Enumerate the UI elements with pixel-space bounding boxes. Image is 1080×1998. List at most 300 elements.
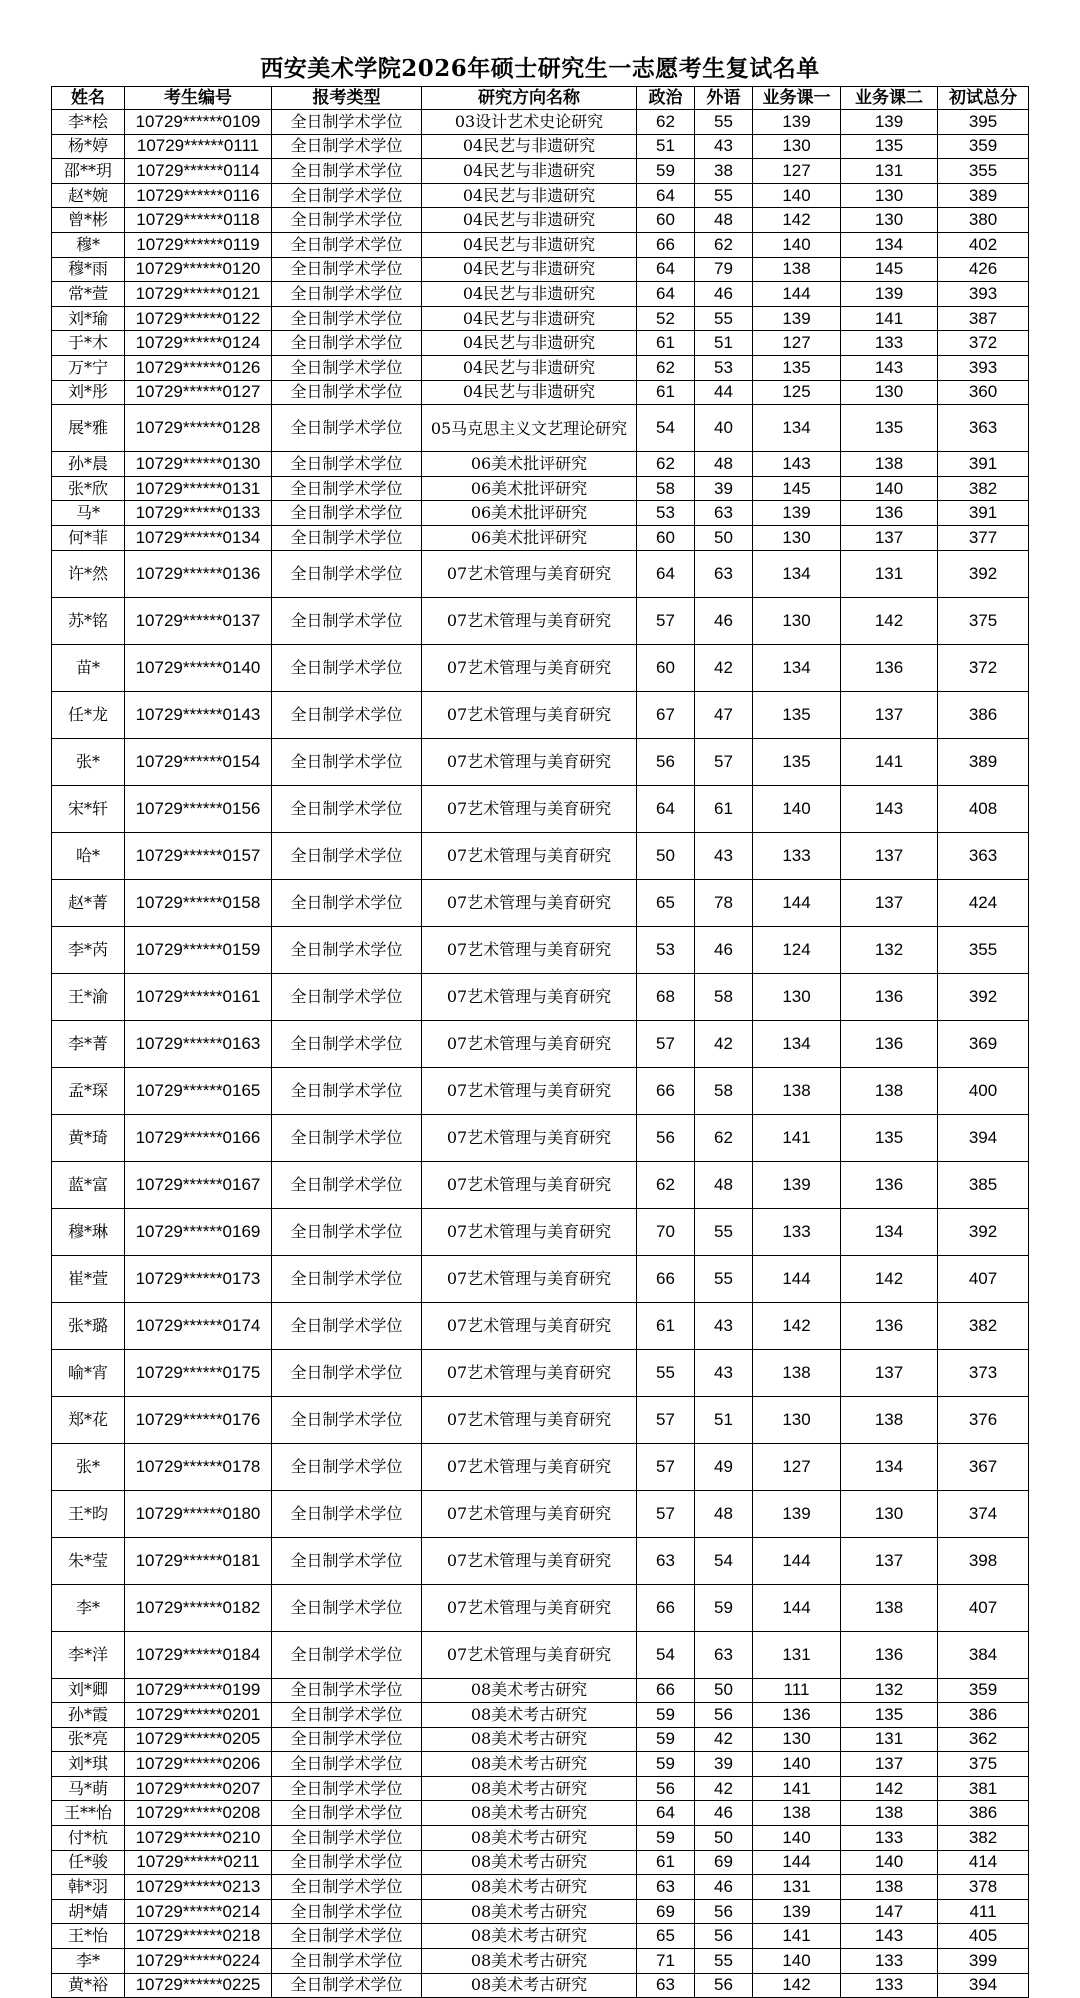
cell-politics: 66 <box>637 232 695 257</box>
cell-apply-type: 全日制学术学位 <box>272 501 422 526</box>
cell-foreign-language: 48 <box>695 1490 753 1537</box>
cell-course-2: 130 <box>841 380 938 405</box>
cell-foreign-language: 50 <box>695 1678 753 1703</box>
cell-exam-id: 10729******0224 <box>125 1949 272 1974</box>
cell-course-1: 124 <box>753 926 841 973</box>
table-row <box>52 1208 1029 1255</box>
cell-research-direction: 08美术考古研究 <box>422 1678 637 1703</box>
cell-politics: 59 <box>637 159 695 184</box>
cell-course-2: 132 <box>841 1678 938 1703</box>
table-row <box>52 257 1029 282</box>
cell-exam-id: 10729******0201 <box>125 1703 272 1728</box>
cell-total-score: 393 <box>938 282 1029 307</box>
cell-exam-id: 10729******0173 <box>125 1255 272 1302</box>
cell-course-1: 144 <box>753 1850 841 1875</box>
cell-total-score: 411 <box>938 1899 1029 1924</box>
cell-politics: 64 <box>637 183 695 208</box>
table-row <box>52 380 1029 405</box>
cell-name: 李* <box>52 1949 125 1974</box>
cell-name: 王**怡 <box>52 1801 125 1826</box>
cell-exam-id: 10729******0174 <box>125 1302 272 1349</box>
cell-name: 任*骏 <box>52 1850 125 1875</box>
table-row <box>52 691 1029 738</box>
cell-foreign-language: 59 <box>695 1584 753 1631</box>
cell-total-score: 362 <box>938 1727 1029 1752</box>
cell-exam-id: 10729******0182 <box>125 1584 272 1631</box>
header-foreign-language: 外语 <box>695 87 753 110</box>
cell-politics: 54 <box>637 1631 695 1678</box>
cell-name: 马* <box>52 501 125 526</box>
header-course-1: 业务课一 <box>753 87 841 110</box>
cell-name: 任*龙 <box>52 691 125 738</box>
cell-course-2: 145 <box>841 257 938 282</box>
cell-politics: 64 <box>637 282 695 307</box>
cell-total-score: 382 <box>938 1302 1029 1349</box>
cell-course-2: 131 <box>841 1727 938 1752</box>
cell-name: 孙*晨 <box>52 452 125 477</box>
cell-name: 黄*裕 <box>52 1973 125 1998</box>
cell-politics: 65 <box>637 1924 695 1949</box>
header-apply-type: 报考类型 <box>272 87 422 110</box>
cell-name: 常*萱 <box>52 282 125 307</box>
cell-research-direction: 04民艺与非遗研究 <box>422 134 637 159</box>
cell-course-1: 144 <box>753 1584 841 1631</box>
cell-politics: 62 <box>637 452 695 477</box>
cell-politics: 60 <box>637 525 695 550</box>
cell-politics: 53 <box>637 926 695 973</box>
cell-foreign-language: 56 <box>695 1924 753 1949</box>
cell-course-1: 130 <box>753 973 841 1020</box>
cell-course-2: 142 <box>841 1776 938 1801</box>
cell-name: 穆*雨 <box>52 257 125 282</box>
cell-apply-type: 全日制学术学位 <box>272 1537 422 1584</box>
cell-politics: 55 <box>637 1349 695 1396</box>
cell-name: 张*亮 <box>52 1727 125 1752</box>
cell-total-score: 394 <box>938 1114 1029 1161</box>
cell-name: 邵**玥 <box>52 159 125 184</box>
cell-apply-type: 全日制学术学位 <box>272 1208 422 1255</box>
cell-course-2: 138 <box>841 1396 938 1443</box>
cell-name: 苗* <box>52 644 125 691</box>
cell-course-2: 138 <box>841 1875 938 1900</box>
cell-apply-type: 全日制学术学位 <box>272 110 422 135</box>
table-row <box>52 1396 1029 1443</box>
cell-name: 于*木 <box>52 331 125 356</box>
cell-course-1: 140 <box>753 1826 841 1851</box>
cell-apply-type: 全日制学术学位 <box>272 405 422 452</box>
cell-name: 万*宁 <box>52 355 125 380</box>
table-row <box>52 738 1029 785</box>
cell-total-score: 363 <box>938 405 1029 452</box>
cell-research-direction: 08美术考古研究 <box>422 1875 637 1900</box>
cell-foreign-language: 46 <box>695 1875 753 1900</box>
cell-total-score: 392 <box>938 973 1029 1020</box>
cell-politics: 61 <box>637 1302 695 1349</box>
cell-foreign-language: 79 <box>695 257 753 282</box>
cell-name: 穆* <box>52 232 125 257</box>
cell-course-1: 140 <box>753 183 841 208</box>
cell-politics: 61 <box>637 331 695 356</box>
cell-exam-id: 10729******0121 <box>125 282 272 307</box>
cell-apply-type: 全日制学术学位 <box>272 159 422 184</box>
cell-research-direction: 07艺术管理与美育研究 <box>422 691 637 738</box>
table-row <box>52 405 1029 452</box>
cell-apply-type: 全日制学术学位 <box>272 525 422 550</box>
cell-exam-id: 10729******0120 <box>125 257 272 282</box>
cell-research-direction: 06美术批评研究 <box>422 476 637 501</box>
cell-course-2: 139 <box>841 110 938 135</box>
cell-name: 孟*琛 <box>52 1067 125 1114</box>
cell-exam-id: 10729******0180 <box>125 1490 272 1537</box>
cell-course-1: 125 <box>753 380 841 405</box>
cell-research-direction: 04民艺与非遗研究 <box>422 282 637 307</box>
cell-research-direction: 08美术考古研究 <box>422 1826 637 1851</box>
cell-politics: 59 <box>637 1826 695 1851</box>
cell-foreign-language: 46 <box>695 926 753 973</box>
cell-politics: 70 <box>637 1208 695 1255</box>
cell-foreign-language: 48 <box>695 208 753 233</box>
cell-exam-id: 10729******0157 <box>125 832 272 879</box>
cell-apply-type: 全日制学术学位 <box>272 1899 422 1924</box>
cell-apply-type: 全日制学术学位 <box>272 644 422 691</box>
cell-politics: 54 <box>637 405 695 452</box>
cell-research-direction: 07艺术管理与美育研究 <box>422 1114 637 1161</box>
cell-foreign-language: 55 <box>695 306 753 331</box>
cell-exam-id: 10729******0114 <box>125 159 272 184</box>
cell-name: 崔*萱 <box>52 1255 125 1302</box>
cell-foreign-language: 46 <box>695 282 753 307</box>
cell-course-2: 147 <box>841 1899 938 1924</box>
cell-politics: 56 <box>637 1776 695 1801</box>
table-row <box>52 1703 1029 1728</box>
cell-exam-id: 10729******0111 <box>125 134 272 159</box>
cell-course-2: 136 <box>841 644 938 691</box>
cell-total-score: 359 <box>938 1678 1029 1703</box>
cell-course-2: 136 <box>841 1631 938 1678</box>
cell-course-1: 140 <box>753 1752 841 1777</box>
cell-name: 韩*羽 <box>52 1875 125 1900</box>
cell-course-1: 130 <box>753 134 841 159</box>
cell-total-score: 355 <box>938 159 1029 184</box>
cell-course-2: 135 <box>841 1703 938 1728</box>
cell-apply-type: 全日制学术学位 <box>272 973 422 1020</box>
cell-exam-id: 10729******0178 <box>125 1443 272 1490</box>
cell-foreign-language: 56 <box>695 1973 753 1998</box>
cell-course-1: 134 <box>753 644 841 691</box>
cell-course-1: 142 <box>753 1302 841 1349</box>
cell-name: 刘*彤 <box>52 380 125 405</box>
cell-total-score: 377 <box>938 525 1029 550</box>
cell-name: 李*桧 <box>52 110 125 135</box>
cell-name: 李*菁 <box>52 1020 125 1067</box>
cell-apply-type: 全日制学术学位 <box>272 1924 422 1949</box>
cell-exam-id: 10729******0119 <box>125 232 272 257</box>
cell-course-2: 136 <box>841 1020 938 1067</box>
cell-course-1: 145 <box>753 476 841 501</box>
cell-course-2: 137 <box>841 691 938 738</box>
cell-course-2: 135 <box>841 1114 938 1161</box>
cell-total-score: 382 <box>938 1826 1029 1851</box>
cell-research-direction: 06美术批评研究 <box>422 452 637 477</box>
cell-course-1: 130 <box>753 1396 841 1443</box>
cell-apply-type: 全日制学术学位 <box>272 1826 422 1851</box>
cell-total-score: 382 <box>938 476 1029 501</box>
cell-research-direction: 04民艺与非遗研究 <box>422 208 637 233</box>
table-row <box>52 1020 1029 1067</box>
cell-course-1: 140 <box>753 785 841 832</box>
table-row <box>52 1973 1029 1998</box>
cell-course-2: 137 <box>841 1752 938 1777</box>
cell-total-score: 424 <box>938 879 1029 926</box>
cell-apply-type: 全日制学术学位 <box>272 1752 422 1777</box>
cell-apply-type: 全日制学术学位 <box>272 183 422 208</box>
cell-course-1: 142 <box>753 208 841 233</box>
cell-foreign-language: 62 <box>695 232 753 257</box>
cell-research-direction: 08美术考古研究 <box>422 1801 637 1826</box>
cell-course-1: 135 <box>753 355 841 380</box>
cell-exam-id: 10729******0199 <box>125 1678 272 1703</box>
table-row <box>52 1255 1029 1302</box>
cell-apply-type: 全日制学术学位 <box>272 134 422 159</box>
cell-name: 刘*卿 <box>52 1678 125 1703</box>
cell-foreign-language: 42 <box>695 1776 753 1801</box>
cell-foreign-language: 40 <box>695 405 753 452</box>
cell-politics: 57 <box>637 1490 695 1537</box>
cell-foreign-language: 39 <box>695 476 753 501</box>
cell-name: 李*洋 <box>52 1631 125 1678</box>
cell-foreign-language: 55 <box>695 1255 753 1302</box>
cell-politics: 71 <box>637 1949 695 1974</box>
cell-total-score: 407 <box>938 1255 1029 1302</box>
cell-course-1: 133 <box>753 832 841 879</box>
table-row <box>52 1850 1029 1875</box>
cell-foreign-language: 50 <box>695 525 753 550</box>
cell-research-direction: 07艺术管理与美育研究 <box>422 1443 637 1490</box>
cell-apply-type: 全日制学术学位 <box>272 1067 422 1114</box>
cell-politics: 69 <box>637 1899 695 1924</box>
cell-politics: 50 <box>637 832 695 879</box>
cell-research-direction: 08美术考古研究 <box>422 1924 637 1949</box>
cell-exam-id: 10729******0118 <box>125 208 272 233</box>
cell-apply-type: 全日制学术学位 <box>272 1703 422 1728</box>
cell-apply-type: 全日制学术学位 <box>272 1584 422 1631</box>
cell-politics: 57 <box>637 1443 695 1490</box>
table-row <box>52 282 1029 307</box>
table-row <box>52 183 1029 208</box>
cell-research-direction: 07艺术管理与美育研究 <box>422 738 637 785</box>
table-row <box>52 110 1029 135</box>
cell-exam-id: 10729******0213 <box>125 1875 272 1900</box>
cell-foreign-language: 55 <box>695 110 753 135</box>
cell-exam-id: 10729******0109 <box>125 110 272 135</box>
cell-politics: 64 <box>637 550 695 597</box>
cell-foreign-language: 49 <box>695 1443 753 1490</box>
cell-exam-id: 10729******0175 <box>125 1349 272 1396</box>
cell-total-score: 355 <box>938 926 1029 973</box>
cell-course-1: 111 <box>753 1678 841 1703</box>
cell-course-1: 144 <box>753 879 841 926</box>
cell-course-1: 135 <box>753 691 841 738</box>
cell-course-2: 143 <box>841 1924 938 1949</box>
cell-course-2: 133 <box>841 1826 938 1851</box>
cell-politics: 65 <box>637 879 695 926</box>
cell-apply-type: 全日制学术学位 <box>272 1678 422 1703</box>
cell-course-1: 144 <box>753 282 841 307</box>
cell-research-direction: 04民艺与非遗研究 <box>422 355 637 380</box>
cell-course-1: 139 <box>753 1161 841 1208</box>
cell-apply-type: 全日制学术学位 <box>272 1801 422 1826</box>
cell-course-2: 143 <box>841 785 938 832</box>
cell-research-direction: 07艺术管理与美育研究 <box>422 879 637 926</box>
cell-foreign-language: 43 <box>695 134 753 159</box>
cell-name: 喻*宵 <box>52 1349 125 1396</box>
cell-research-direction: 07艺术管理与美育研究 <box>422 1208 637 1255</box>
cell-total-score: 381 <box>938 1776 1029 1801</box>
cell-course-1: 141 <box>753 1114 841 1161</box>
cell-politics: 63 <box>637 1875 695 1900</box>
cell-politics: 59 <box>637 1752 695 1777</box>
cell-course-2: 136 <box>841 1161 938 1208</box>
cell-apply-type: 全日制学术学位 <box>272 879 422 926</box>
cell-exam-id: 10729******0158 <box>125 879 272 926</box>
cell-research-direction: 06美术批评研究 <box>422 501 637 526</box>
cell-politics: 67 <box>637 691 695 738</box>
cell-research-direction: 04民艺与非遗研究 <box>422 331 637 356</box>
cell-course-1: 135 <box>753 738 841 785</box>
candidate-table <box>51 86 1029 1998</box>
cell-name: 展*雅 <box>52 405 125 452</box>
cell-course-2: 142 <box>841 1255 938 1302</box>
cell-foreign-language: 62 <box>695 1114 753 1161</box>
cell-total-score: 405 <box>938 1924 1029 1949</box>
cell-course-2: 133 <box>841 1973 938 1998</box>
cell-name: 赵*菁 <box>52 879 125 926</box>
cell-exam-id: 10729******0116 <box>125 183 272 208</box>
cell-research-direction: 07艺术管理与美育研究 <box>422 1302 637 1349</box>
cell-total-score: 391 <box>938 501 1029 526</box>
cell-foreign-language: 42 <box>695 1020 753 1067</box>
cell-course-2: 137 <box>841 1537 938 1584</box>
table-row <box>52 1776 1029 1801</box>
cell-research-direction: 07艺术管理与美育研究 <box>422 1161 637 1208</box>
cell-total-score: 398 <box>938 1537 1029 1584</box>
cell-politics: 62 <box>637 1161 695 1208</box>
cell-course-2: 143 <box>841 355 938 380</box>
cell-name: 刘*瑜 <box>52 306 125 331</box>
table-row <box>52 1899 1029 1924</box>
cell-apply-type: 全日制学术学位 <box>272 1443 422 1490</box>
cell-name: 朱*莹 <box>52 1537 125 1584</box>
cell-exam-id: 10729******0137 <box>125 597 272 644</box>
cell-apply-type: 全日制学术学位 <box>272 1020 422 1067</box>
cell-course-2: 137 <box>841 879 938 926</box>
cell-research-direction: 07艺术管理与美育研究 <box>422 644 637 691</box>
cell-foreign-language: 46 <box>695 597 753 644</box>
table-body <box>52 110 1029 1998</box>
cell-politics: 51 <box>637 134 695 159</box>
cell-foreign-language: 47 <box>695 691 753 738</box>
cell-name: 许*然 <box>52 550 125 597</box>
cell-politics: 66 <box>637 1584 695 1631</box>
cell-research-direction: 04民艺与非遗研究 <box>422 257 637 282</box>
cell-research-direction: 08美术考古研究 <box>422 1703 637 1728</box>
table-row <box>52 355 1029 380</box>
cell-name: 穆*琳 <box>52 1208 125 1255</box>
cell-name: 杨*婷 <box>52 134 125 159</box>
cell-research-direction: 04民艺与非遗研究 <box>422 380 637 405</box>
cell-exam-id: 10729******0124 <box>125 331 272 356</box>
cell-total-score: 402 <box>938 232 1029 257</box>
cell-foreign-language: 63 <box>695 1631 753 1678</box>
table-row <box>52 501 1029 526</box>
cell-research-direction: 04民艺与非遗研究 <box>422 183 637 208</box>
cell-exam-id: 10729******0163 <box>125 1020 272 1067</box>
table-row <box>52 550 1029 597</box>
cell-research-direction: 07艺术管理与美育研究 <box>422 1537 637 1584</box>
cell-course-2: 131 <box>841 159 938 184</box>
table-row <box>52 1924 1029 1949</box>
cell-research-direction: 07艺术管理与美育研究 <box>422 1255 637 1302</box>
cell-total-score: 384 <box>938 1631 1029 1678</box>
cell-course-1: 141 <box>753 1924 841 1949</box>
table-row <box>52 1949 1029 1974</box>
cell-course-2: 138 <box>841 1584 938 1631</box>
cell-apply-type: 全日制学术学位 <box>272 1161 422 1208</box>
cell-total-score: 386 <box>938 1703 1029 1728</box>
header-course-2: 业务课二 <box>841 87 938 110</box>
cell-course-1: 131 <box>753 1631 841 1678</box>
cell-foreign-language: 78 <box>695 879 753 926</box>
cell-course-2: 138 <box>841 1067 938 1114</box>
cell-total-score: 393 <box>938 355 1029 380</box>
cell-exam-id: 10729******0127 <box>125 380 272 405</box>
cell-course-1: 138 <box>753 257 841 282</box>
table-row <box>52 597 1029 644</box>
cell-apply-type: 全日制学术学位 <box>272 331 422 356</box>
cell-name: 张* <box>52 738 125 785</box>
cell-politics: 56 <box>637 738 695 785</box>
cell-total-score: 400 <box>938 1067 1029 1114</box>
header-exam-id: 考生编号 <box>125 87 272 110</box>
cell-exam-id: 10729******0156 <box>125 785 272 832</box>
cell-name: 李*芮 <box>52 926 125 973</box>
cell-name: 付*杭 <box>52 1826 125 1851</box>
cell-foreign-language: 43 <box>695 1349 753 1396</box>
cell-course-1: 144 <box>753 1255 841 1302</box>
cell-foreign-language: 55 <box>695 1949 753 1974</box>
cell-research-direction: 07艺术管理与美育研究 <box>422 1396 637 1443</box>
cell-exam-id: 10729******0126 <box>125 355 272 380</box>
cell-research-direction: 07艺术管理与美育研究 <box>422 1631 637 1678</box>
cell-foreign-language: 58 <box>695 973 753 1020</box>
cell-course-2: 140 <box>841 476 938 501</box>
cell-foreign-language: 57 <box>695 738 753 785</box>
cell-exam-id: 10729******0211 <box>125 1850 272 1875</box>
cell-foreign-language: 48 <box>695 452 753 477</box>
cell-name: 张* <box>52 1443 125 1490</box>
cell-course-1: 139 <box>753 306 841 331</box>
cell-total-score: 380 <box>938 208 1029 233</box>
cell-total-score: 392 <box>938 550 1029 597</box>
table-row <box>52 1302 1029 1349</box>
cell-course-2: 134 <box>841 1443 938 1490</box>
cell-name: 宋*轩 <box>52 785 125 832</box>
cell-foreign-language: 55 <box>695 183 753 208</box>
cell-exam-id: 10729******0130 <box>125 452 272 477</box>
cell-apply-type: 全日制学术学位 <box>272 691 422 738</box>
cell-course-1: 133 <box>753 1208 841 1255</box>
cell-total-score: 391 <box>938 452 1029 477</box>
